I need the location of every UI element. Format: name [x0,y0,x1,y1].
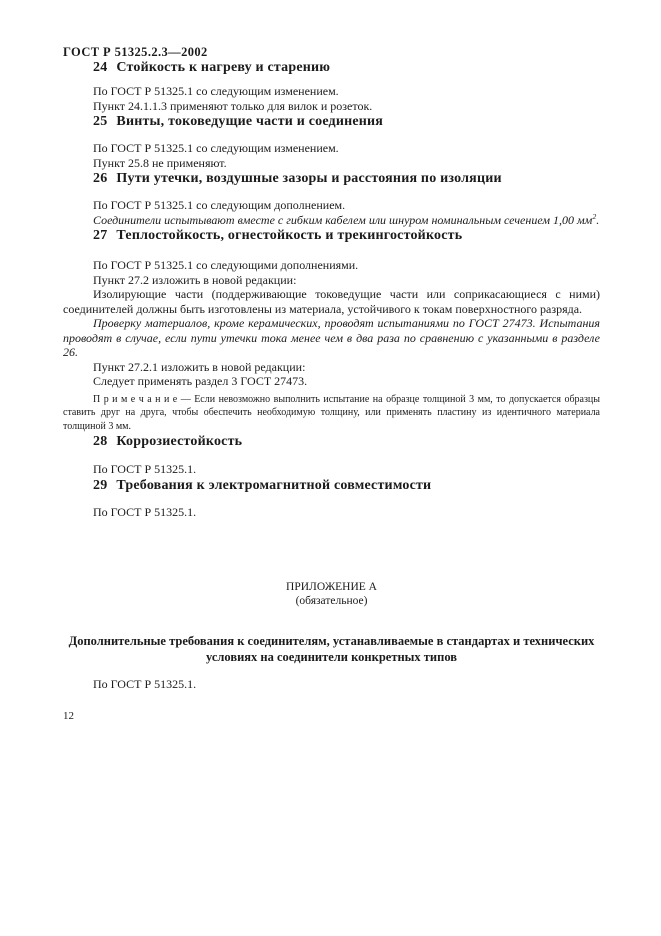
section-25 [63,113,600,170]
paragraph: По ГОСТ Р 51325.1 со следующим изменением. [93,84,339,98]
italic-text: Соединители испытывают вместе с гибким кабелем или шнуром номинальным сечением 1,00 мм [93,212,593,227]
section-number: 28 [93,434,108,449]
section-28 [63,433,600,477]
paragraph: По ГОСТ Р 51325.1. [93,504,197,519]
section-title: Пути утечки, воздушные зазоры и расстояния по изоляции [116,171,502,186]
section-title: Теплостойкость, огнестойкость и трекингостойкость [116,228,463,243]
section-title: Винты, токоведущие части и соединения [116,114,384,129]
section-number: 29 [93,477,108,493]
section-number: 27 [93,228,108,243]
section-25-heading [93,113,600,130]
paragraph: Пункт 27.2.1 изложить в новой редакции: [93,359,306,374]
appendix-label: ПРИЛОЖЕНИЕ А [286,581,377,593]
paragraph: По ГОСТ Р 51325.1. [93,677,197,691]
superscript: 2 [592,211,597,221]
section-title: Требования к электромагнитной совместимости [116,477,432,493]
doc-number: ГОСТ Р 51325.2.3—2002 [63,45,208,59]
section-27-heading [93,227,600,244]
appendix-title: Дополнительные требования к соединителям, устанавливаемые в стандартах и технических условиях на соединители конкретных типов [68,634,595,664]
section-number: 26 [93,171,108,186]
italic-paragraph [63,213,600,228]
section-29 [63,477,600,520]
section-26-heading [93,170,600,187]
italic-tail: . [596,212,600,227]
paragraph: По ГОСТ Р 51325.1. [93,462,197,476]
section-29-heading [93,477,600,494]
paragraph: Следует применять раздел 3 ГОСТ 27473. [93,374,308,388]
section-26 [63,170,600,227]
page-number: 12 [63,709,74,722]
section-28-heading [93,433,600,450]
paragraph: По ГОСТ Р 51325.1 со следующим изменением. [93,141,339,155]
section-number: 25 [93,114,108,129]
section-27 [63,227,600,433]
paragraph: По ГОСТ Р 51325.1 со следующим дополнением. [93,198,346,212]
paragraph: По ГОСТ Р 51325.1 со следующими дополнениями. [93,258,359,272]
appendix-a [63,581,600,692]
paragraph: Пункт 24.1.1.3 применяют только для вилок и розеток. [93,98,373,113]
section-title: Коррозиестойкость [116,434,243,449]
paragraph: Изолирующие части (поддерживающие токоведущие части или соприкасающиеся с ними) соединителей должны быть изготовлены из материала, устойчивого к токам поверхностного разряда. [63,287,600,316]
section-title: Стойкость к нагреву и старению [116,60,331,75]
note-paragraph: П р и м е ч а н и е — Если невозможно выполнить испытание на образце толщиной 3 мм, то допускается образцы ставить друг на друга, чтобы обеспечить необходимую толщину, или применять пластину из идентичного материала толщиной 3 мм. [63,393,600,432]
italic-paragraph: Проверку материалов, кроме керамических, проводят испытаниями по ГОСТ 27473. Испытания проводят в случае, если пути утечки тока менее чем в два раза по сравнению с указанными в разделе 26. [63,316,600,359]
section-24 [63,59,600,113]
appendix-kind: (обязательное) [295,594,368,607]
section-number: 24 [93,60,108,75]
paragraph: Пункт 25.8 не применяют. [93,155,227,170]
paragraph: Пункт 27.2 изложить в новой редакции: [93,272,297,287]
section-24-heading [93,59,600,76]
